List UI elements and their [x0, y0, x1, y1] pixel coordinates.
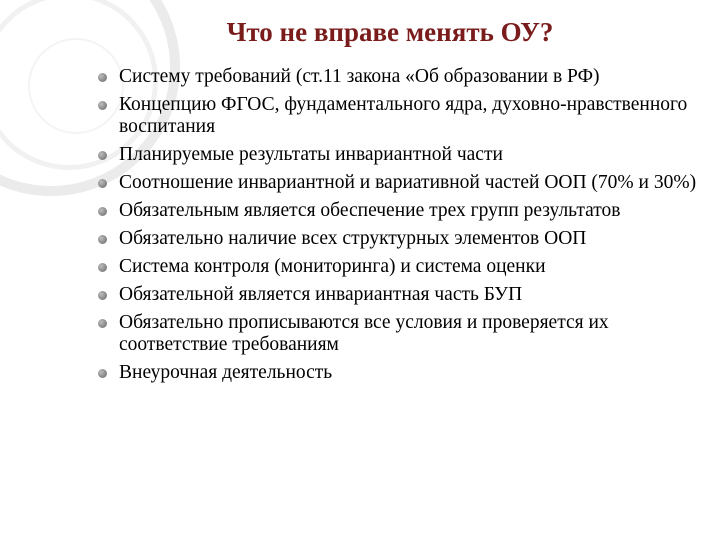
list-item: [98, 94, 716, 138]
bullet-icon: [98, 207, 107, 216]
list-item-text: Обязательным является обеспечение трех групп результатов: [119, 200, 621, 221]
list-item: [98, 362, 716, 384]
bullet-icon: [98, 369, 107, 378]
list-item-text: Планируемые результаты инвариантной части: [119, 144, 503, 165]
bullet-list: [98, 66, 716, 390]
list-item-text: Система контроля (мониторинга) и система оценки: [119, 256, 546, 277]
bullet-icon: [98, 151, 107, 160]
bullet-icon: [98, 73, 107, 82]
list-item-text: Обязательно наличие всех структурных элементов ООП: [119, 228, 587, 249]
bullet-icon: [98, 101, 107, 110]
list-item-text: Систему требований (ст.11 закона «Об образовании в РФ): [119, 66, 600, 87]
list-item: [98, 256, 716, 278]
list-item: [98, 284, 716, 306]
list-item-text: Обязательной является инвариантная часть БУП: [119, 284, 523, 305]
list-item: [98, 66, 716, 88]
list-item: [98, 172, 716, 194]
bullet-icon: [98, 263, 107, 272]
bullet-icon: [98, 291, 107, 300]
list-item-text: Обязательно прописываются все условия и проверяется их соответствие требованиям: [119, 312, 609, 355]
list-item-text: Соотношение инвариантной и вариативной частей ООП (70% и 30%): [119, 172, 697, 193]
list-item: [98, 200, 716, 222]
bullet-icon: [98, 179, 107, 188]
slide-title: Что не вправе менять ОУ?: [226, 17, 554, 47]
list-item: [98, 228, 716, 250]
list-item: [98, 312, 716, 356]
list-item-text: Концепцию ФГОС, фундаментального ядра, духовно-нравственного воспитания: [119, 94, 688, 137]
list-item-text: Внеурочная деятельность: [119, 362, 333, 383]
bullet-icon: [98, 235, 107, 244]
list-item: [98, 144, 716, 166]
bullet-icon: [98, 319, 107, 328]
